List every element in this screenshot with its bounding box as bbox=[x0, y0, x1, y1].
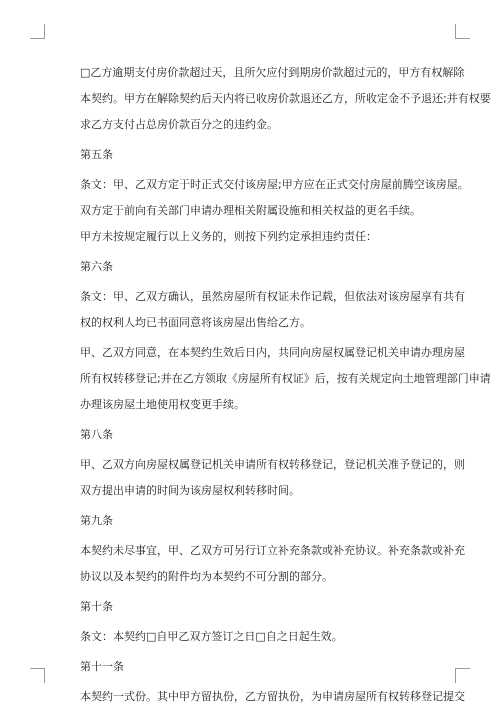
crop-mark-bottom-right bbox=[455, 668, 470, 683]
crop-mark-top-right bbox=[455, 24, 470, 39]
paragraph-line: 甲、乙双方同意，在本契约生效后日内，共同向房屋权属登记机关申请办理房屋 bbox=[80, 346, 465, 359]
paragraph-line: □乙方逾期支付房价款超过天，且所欠应付到期房价款超过元的，甲方有权解除 bbox=[80, 66, 465, 79]
section-heading: 第十一条 bbox=[80, 660, 124, 673]
section-heading: 第六条 bbox=[80, 260, 113, 273]
paragraph-line: 条文：本契约□自甲乙双方签订之日□自之日起生效。 bbox=[80, 630, 343, 643]
paragraph-line: 求乙方支付占总房价款百分之的违约金。 bbox=[80, 118, 278, 131]
section-heading: 第十条 bbox=[80, 600, 113, 613]
paragraph-line: 本契约未尽事宜，甲、乙双方可另行订立补充条款或补充协议。补充条款或补充 bbox=[80, 544, 465, 557]
paragraph-line: 所有权转移登记;并在乙方领取《房屋所有权证》后，按有关规定向土地管理部门申请 bbox=[80, 372, 491, 385]
paragraph-line: 双方提出申请的时间为该房屋权利转移时间。 bbox=[80, 484, 300, 497]
paragraph-line: 甲方未按规定履行以上义务的，则按下列约定承担违约责任： bbox=[80, 230, 377, 243]
paragraph-line: 协议以及本契约的附件均为本契约不可分割的部分。 bbox=[80, 570, 333, 583]
document-body bbox=[80, 66, 491, 704]
paragraph-line: 双方定于前向有关部门申请办理相关附属设施和相关权益的更名手续。 bbox=[80, 204, 421, 217]
crop-mark-top-left bbox=[30, 24, 45, 39]
paragraph-line: 权的权利人均已书面同意将该房屋出售给乙方。 bbox=[80, 316, 311, 329]
section-heading: 第八条 bbox=[80, 428, 113, 441]
section-heading: 第五条 bbox=[80, 148, 113, 161]
paragraph-line: 甲、乙双方向房屋权属登记机关申请所有权转移登记，登记机关准予登记的，则 bbox=[80, 458, 465, 471]
paragraph-line: 本契约。甲方在解除契约后天内将已收房价款退还乙方，所收定金不予退还;并有权要 bbox=[80, 92, 491, 105]
crop-mark-bottom-left bbox=[30, 668, 45, 683]
paragraph-line: 办理该房屋土地使用权变更手续。 bbox=[80, 398, 245, 411]
paragraph-line: 本契约一式份。其中甲方留执份，乙方留执份，为申请房屋所有权转移登记提交 bbox=[80, 690, 465, 703]
paragraph-line: 条文：甲、乙双方确认，虽然房屋所有权证未作记载，但依法对该房屋享有共有 bbox=[80, 290, 465, 303]
section-heading: 第九条 bbox=[80, 514, 113, 527]
paragraph-line: 条文：甲、乙双方定于时正式交付该房屋;甲方应在正式交付房屋前腾空该房屋。 bbox=[80, 178, 469, 191]
